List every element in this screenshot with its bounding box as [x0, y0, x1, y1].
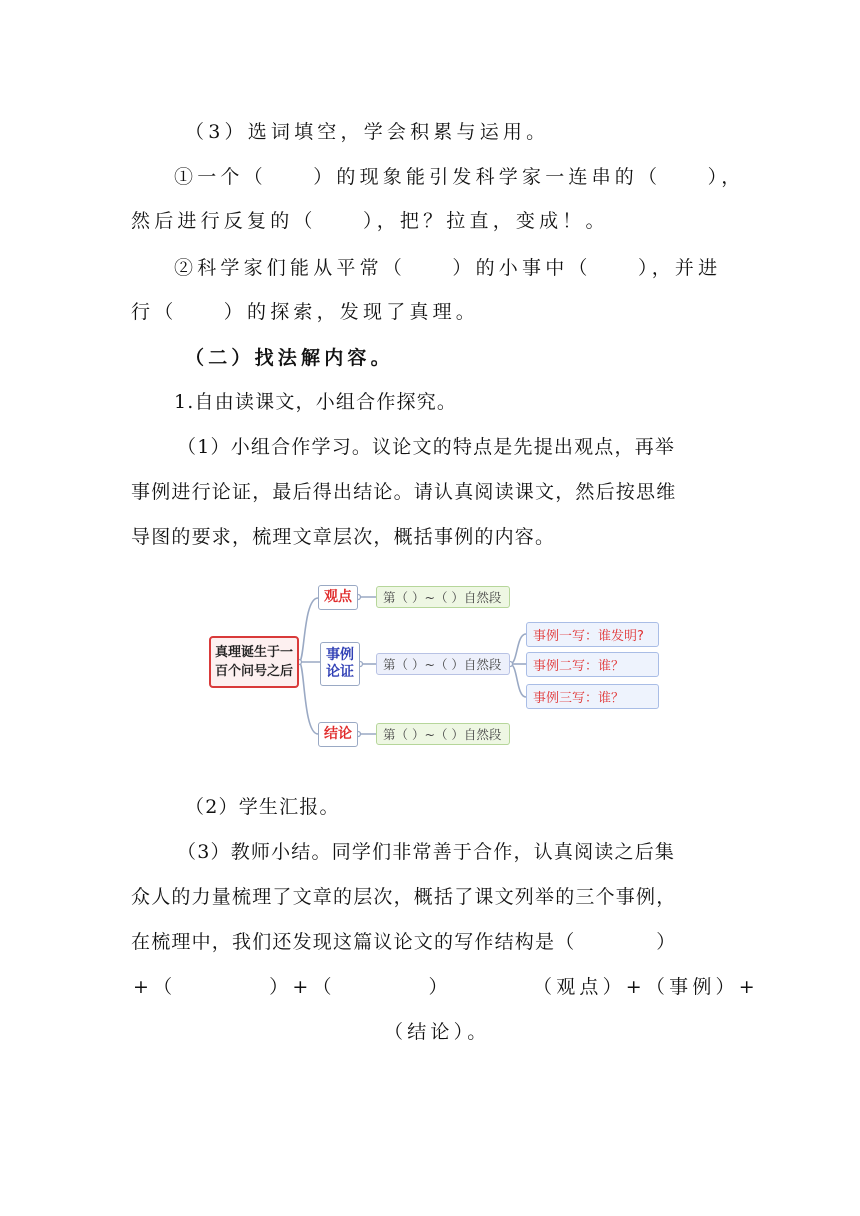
para-range-example: 第（ ）~（ ）自然段 [376, 653, 510, 675]
example-3-node: 事例三写：谁？ [526, 684, 659, 709]
summary-line3: 在梳理中，我们还发现这篇议论文的写作结构是（ ） [131, 931, 677, 953]
step-1-text: 1.自由读课文，小组合作探究。 [174, 391, 458, 413]
mind-map-central-node [209, 636, 299, 688]
para-range-viewpoint: 第（ ）~（ ）自然段 [376, 586, 510, 608]
node-conclusion: 结论 [318, 722, 358, 747]
summary-line5-answer: （结论）。 [384, 1021, 491, 1043]
summary-line4-blanks: +（ ）+（ ） [133, 976, 452, 998]
summary-line1: （3）教师小结。同学们非常善于合作，认真阅读之后集 [177, 841, 676, 863]
summary-line4-answer: （观点）+（事例）+ [533, 976, 759, 998]
paragraph-1-line2: 事例进行论证，最后得出结论。请认真阅读课文，然后按思维 [131, 481, 677, 503]
fill-blank-2-line2: 行（ ）的探索，发现了真理。 [131, 301, 480, 323]
example-line2: 论证 [326, 664, 354, 680]
fill-blank-1-line1: ①一个（ ）的现象能引发科学家一连串的（ ）， [174, 166, 745, 188]
node-viewpoint: 观点 [318, 585, 358, 610]
step-2-text: （2）学生汇报。 [185, 796, 340, 818]
example-2-node: 事例二写：谁？ [526, 652, 659, 677]
summary-line2: 众人的力量梳理了文章的层次，概括了课文列举的三个事例， [131, 886, 677, 908]
example-line1: 事例 [326, 647, 354, 663]
para-range-conclusion: 第（ ）~（ ）自然段 [376, 723, 510, 745]
exercise-3-heading: （3）选词填空，学会积累与运用。 [185, 121, 550, 143]
node-example-argument [320, 642, 360, 686]
branch-conclusion [299, 662, 318, 734]
example-1-node: 事例一写：谁发明? [526, 622, 659, 647]
branch-viewpoint [299, 598, 318, 662]
central-line1: 真理诞生于一 [214, 645, 293, 660]
fill-blank-2-line1: ②科学家们能从平常（ ）的小事中（ ），并进 [174, 257, 722, 279]
paragraph-1-line3: 导图的要求，梳理文章层次，概括事例的内容。 [131, 526, 556, 548]
section-heading: （二）找法解内容。 [185, 347, 394, 369]
fill-blank-1-line2: 然后进行反复的（ ），把？拉直，变成！。 [131, 210, 609, 232]
central-line2: 百个问号之后 [214, 664, 293, 679]
paragraph-1-line1: （1）小组合作学习。议论文的特点是先提出观点，再举 [177, 436, 676, 458]
